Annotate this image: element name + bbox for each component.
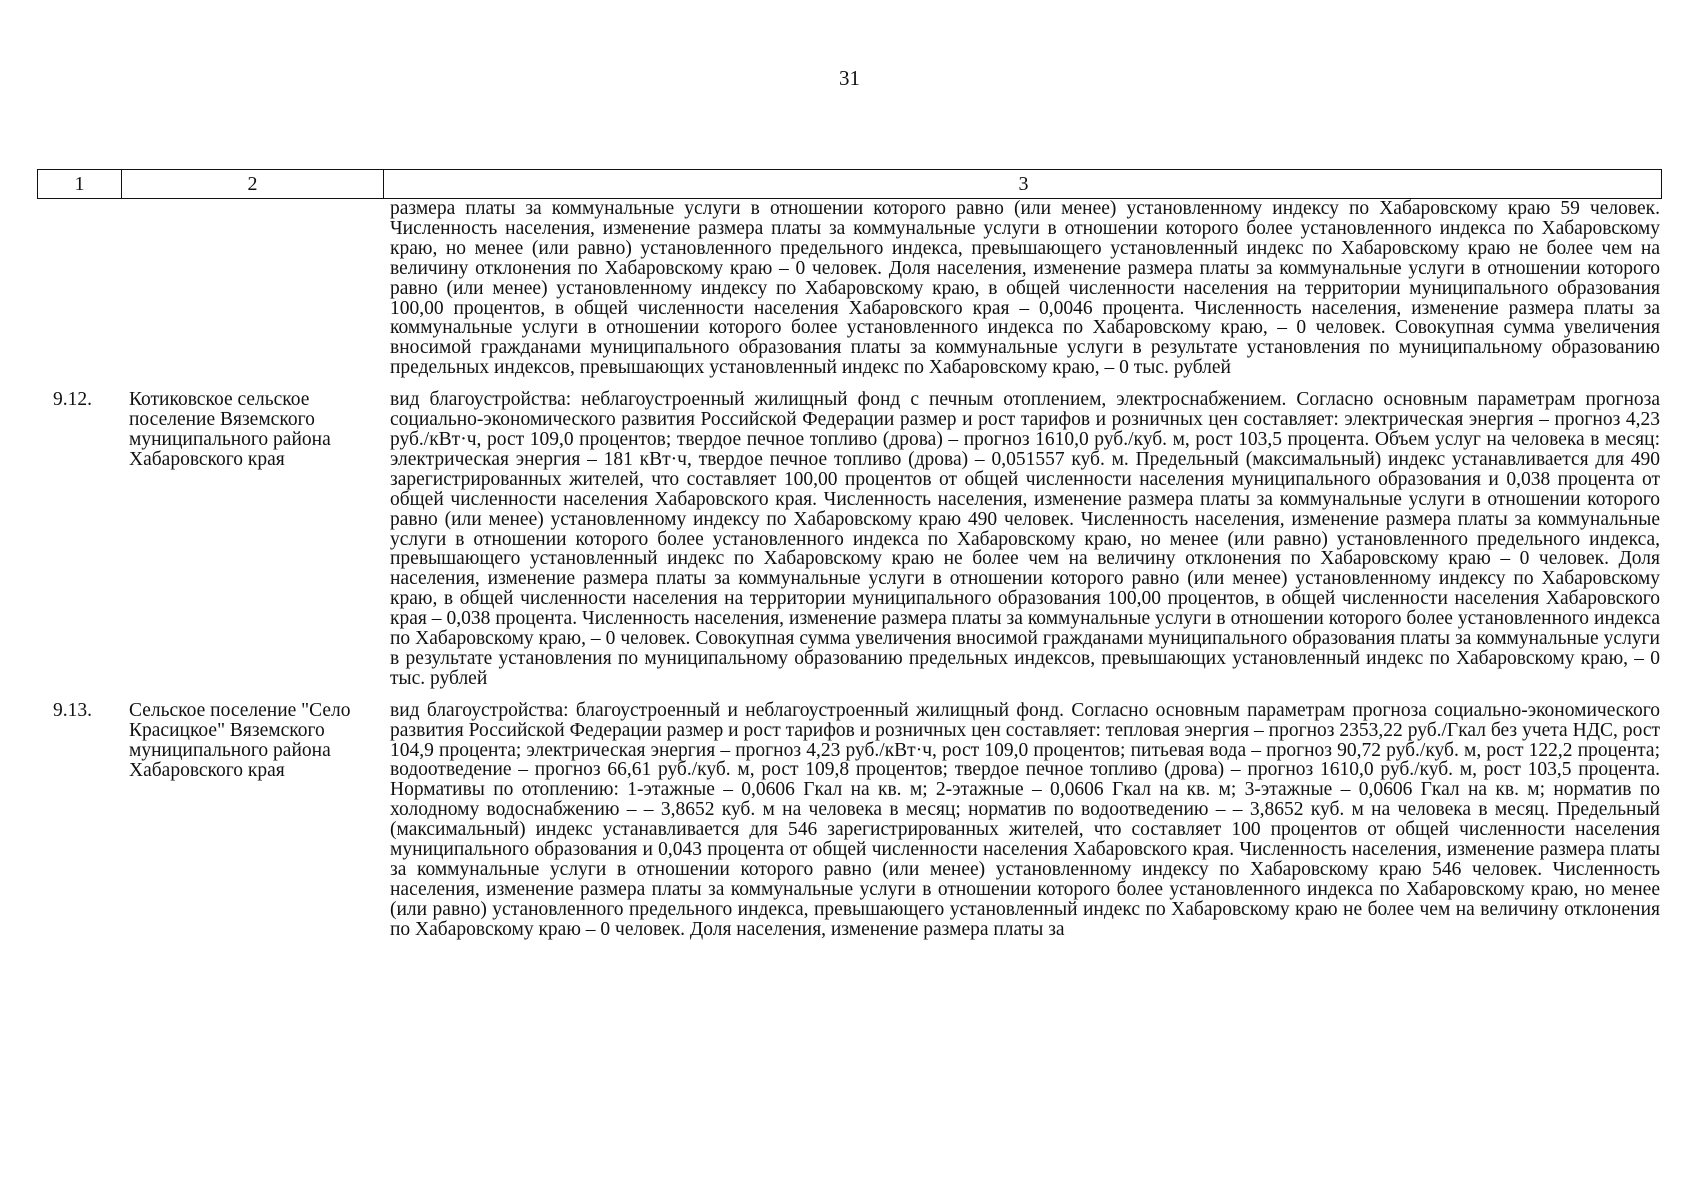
table-row: [37, 701, 1662, 940]
table-row: [37, 390, 1662, 689]
data-table: [37, 169, 1662, 940]
description-text-cell: вид благоустройства: благоустроенный и неблагоустроенный жилищный фонд. Согласно основным параметрам прогноза социально-экономического развития Российской Федерации размер и рост тарифов и розничных цен составляет: тепловая энергия – прогноз 2353,22 руб./Гкал без учета НДС, рост 104,9 процента; электрическая энергия – прогноз 4,23 руб./кВт·ч, рост 109,0 процентов; питьевая вода – прогноз 90,72 руб./куб. м, рост 122,2 процента; водоотведение – прогноз 66,61 руб./куб. м, рост 109,8 процентов; твердое печное топливо (дрова) – прогноз 1610,0 руб./куб. м, рост 103,5 процента. Нормативы по отоплению: 1-этажные – 0,0606 Гкал на кв. м; 2-этажные – 0,0606 Гкал на кв. м; 3-этажные – 0,0606 Гкал на кв. м; норматив по холодному водоснабжению – – 3,8652 куб. м на человека в месяц; норматив по водоотведению – – 3,8652 куб. м на человека в месяц. Предельный (максимальный) индекс устанавливается для 546 зарегистрированных жителей, что составляет 100 процентов от общей численности населения муниципального образования и 0,043 процента от общей численности населения Хабаровского края. Численность населения, изменение размера платы за коммунальные услуги в отношении которого равно (или менее) установленному индексу по Хабаровскому краю 546 человек. Численность населения, изменение размера платы за коммунальные услуги в отношении которого более установленного индекса по Хабаровскому краю, но менее (или равно) установленного предельного индекса, превышающего установленный индекс по Хабаровскому краю не более чем на величину отклонения по Хабаровскому краю – 0 человек. Доля населения, изменение размера платы за: [390, 699, 1660, 940]
municipality-name-cell: Сельское поселение "Село Красицкое" Вяземского муниципального района Хабаровского края: [129, 699, 351, 781]
table-row-continuation: [37, 199, 1662, 378]
row-number-cell: 9.13.: [53, 699, 92, 721]
municipality-name-cell: Котиковское сельское поселение Вяземского муниципального района Хабаровского края: [129, 389, 331, 471]
table-header-row: [37, 169, 1662, 199]
column-header-3: 3: [383, 170, 1663, 198]
description-text-cell: размера платы за коммунальные услуги в отношении которого равно (или менее) установленному индексу по Хабаровскому краю 59 человек. Численность населения, изменение размера платы за коммунальные услуги в отношении которого более установленного индекса по Хабаровскому краю, но менее (или равно) установленного предельного индекса, превышающего установленный индекс по Хабаровскому краю не более чем на величину отклонения по Хабаровскому краю – 0 человек. Доля населения, изменение размера платы за коммунальные услуги в отношении которого равно (или менее) установленному индексу по Хабаровскому краю, в общей численности населения на территории муниципального образования 100,00 процентов, в общей численности населения Хабаровского края – 0,0046 процента. Численность населения, изменение размера платы за коммунальные услуги в отношении которого более установленного индекса по Хабаровскому краю, – 0 человек. Совокупная сумма увеличения вносимой гражданами муниципального образования платы за коммунальные услуги в результате установления по муниципальному образованию предельных индексов, превышающих установленный индекс по Хабаровскому краю, – 0 тыс. рублей: [390, 198, 1660, 379]
column-header-2: 2: [121, 170, 383, 198]
row-number-cell: 9.12.: [53, 389, 92, 411]
municipality-name-cell: [120, 199, 382, 378]
column-header-1: 1: [74, 173, 85, 195]
row-number-cell: [37, 199, 120, 378]
page-number: 31: [839, 66, 860, 90]
description-text-cell: вид благоустройства: неблагоустроенный жилищный фонд с печным отоплением, электроснабжением. Согласно основным параметрам прогноза социально-экономического развития Российской Федерации размер и рост тарифов и розничных цен составляет: электрическая энергия – прогноз 4,23 руб./кВт·ч, рост 109,0 процентов; твердое печное топливо (дрова) – прогноз 1610,0 руб./куб. м, рост 103,5 процента. Объем услуг на человека в месяц: электрическая энергия – 181 кВт·ч, твердое печное топливо (дрова) – 0,051557 куб. м. Предельный (максимальный) индекс устанавливается для 490 зарегистрированных жителей, что составляет 100,00 процентов от общей численности населения муниципального образования и 0,038 процента от общей численности населения Хабаровского края. Численность населения, изменение размера платы за коммунальные услуги в отношении которого равно (или менее) установленному индексу по Хабаровскому краю 490 человек. Численность населения, изменение размера платы за коммунальные услуги в отношении которого более установленного индекса по Хабаровскому краю, но менее (или равно) установленного предельного индекса, превышающего установленный индекс по Хабаровскому краю не более чем на величину отклонения по Хабаровскому краю – 0 человек. Доля населения, изменение размера платы за коммунальные услуги в отношении которого равно (или менее) установленному индексу по Хабаровскому краю, в общей численности населения на территории муниципального образования 100,00 процентов, в общей численности населения Хабаровского края – 0,038 процента. Численность населения, изменение размера платы за коммунальные услуги в отношении которого более установленного индекса по Хабаровскому краю, – 0 человек. Совокупная сумма увеличения вносимой гражданами муниципального образования платы за коммунальные услуги в результате установления по муниципальному образованию предельных индексов, превышающих установленный индекс по Хабаровскому краю, – 0 тыс. рублей: [390, 389, 1660, 689]
